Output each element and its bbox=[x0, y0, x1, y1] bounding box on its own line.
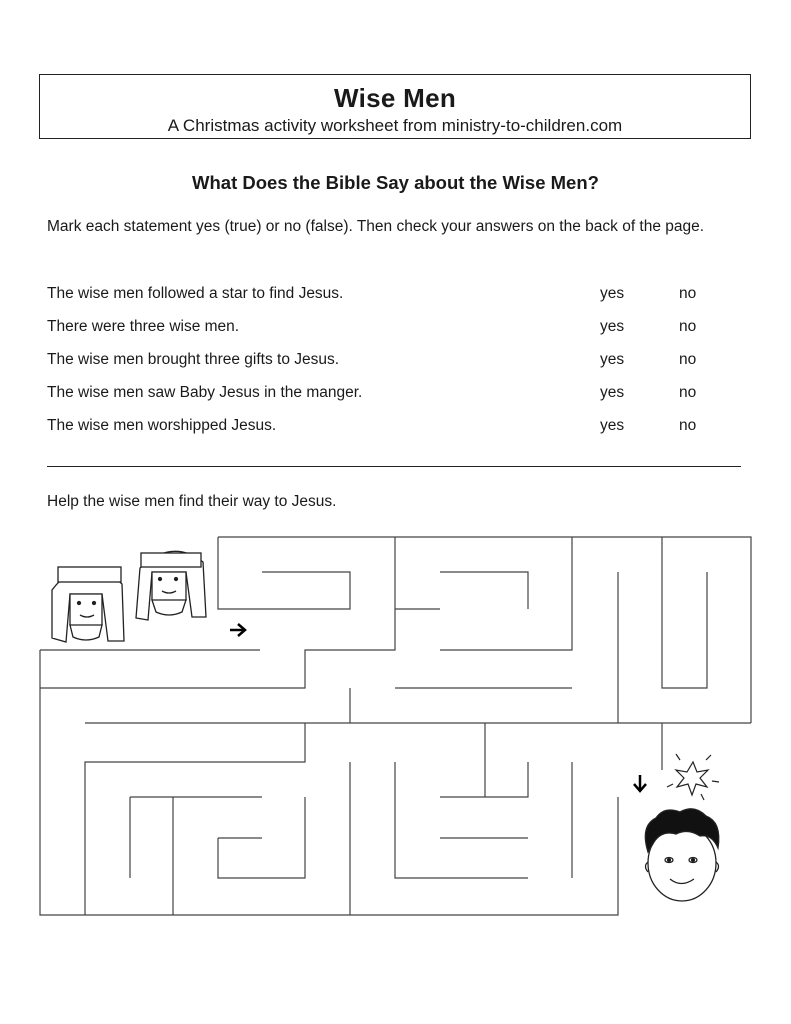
wise-men-illustration bbox=[52, 551, 206, 642]
jesus-face-illustration bbox=[645, 809, 718, 901]
quiz-instructions: Mark each statement yes (true) or no (false). Then check your answers on the back of the page. bbox=[47, 218, 705, 235]
yes-option[interactable]: yes bbox=[600, 285, 625, 302]
right-arrow-icon bbox=[230, 624, 245, 636]
down-arrow-icon bbox=[634, 775, 646, 791]
statement-text: The wise men worshipped Jesus. bbox=[47, 417, 277, 434]
statement-text: The wise men brought three gifts to Jesus. bbox=[47, 351, 340, 368]
maze-instructions: Help the wise men find their way to Jesus. bbox=[47, 493, 337, 510]
yes-option[interactable]: yes bbox=[600, 351, 625, 368]
page-title: Wise Men bbox=[333, 83, 457, 113]
statement-text: There were three wise men. bbox=[47, 318, 240, 335]
yes-option[interactable]: yes bbox=[600, 318, 625, 335]
no-option[interactable]: no bbox=[679, 351, 697, 368]
yes-option[interactable]: yes bbox=[600, 417, 625, 434]
no-option[interactable]: no bbox=[679, 318, 697, 335]
quiz-heading: What Does the Bible Say about the Wise Men? bbox=[192, 172, 599, 193]
page-subtitle: A Christmas activity worksheet from ministry-to-children.com bbox=[167, 116, 623, 135]
star-icon bbox=[667, 754, 719, 800]
no-option[interactable]: no bbox=[679, 384, 697, 401]
no-option[interactable]: no bbox=[679, 417, 697, 434]
statement-text: The wise men followed a star to find Jesus. bbox=[47, 285, 344, 302]
statement-text: The wise men saw Baby Jesus in the manger. bbox=[47, 384, 363, 401]
no-option[interactable]: no bbox=[679, 285, 697, 302]
yes-option[interactable]: yes bbox=[600, 384, 625, 401]
